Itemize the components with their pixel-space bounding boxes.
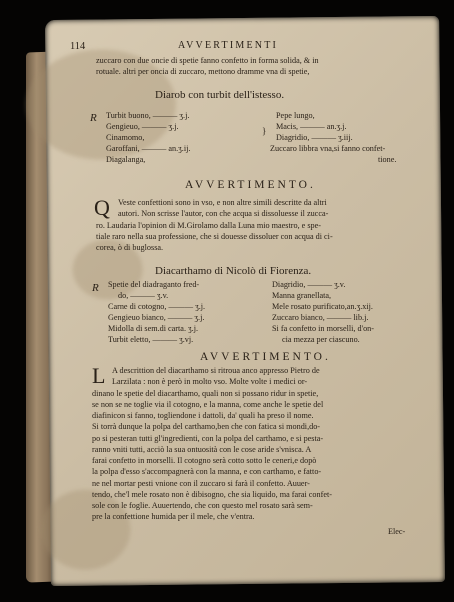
text-line: zuccaro con due oncie di spetie fanno confetto in forma solida, & in [96,56,319,65]
ingredient-line: Gengieuo, ——— ʒ.j. [106,122,179,131]
text-line: po si pesteran tutti gl'ingredienti, con la polpa del carthamo, e si pesta- [92,434,324,443]
ingredient-line: Si fa confetto in morselli, d'on- [272,324,374,333]
text-line: tendo, che'l mele rosato non è dibisogno, che sia liquido, ma farai confet- [92,490,332,499]
text-line: A descrittion del diacarthamo si ritroua anco appresso Pietro de [112,366,320,375]
ingredient-line: Mele rosato purificato,an.ʒ.xij. [272,302,373,311]
ingredient-line: Spetie del diadraganto fred- [108,280,200,289]
brace-mark: } [262,126,267,136]
section-heading: AVVERTIMENTO. [200,351,331,363]
ingredient-line: Cinamomo, [106,133,145,142]
recipe-symbol: R [90,112,97,124]
text-line: corea, ò di buglossa. [96,243,164,252]
text-line: la polpa d'esso s'accompagnerà con la manna, e con carthamo, e fatto- [92,467,322,476]
text-line: autori. Non scrisse l'autor, con che acqua si dissoluesse il zucca- [118,209,329,218]
text-line: ne nel mortar pesti vnione con il zuccaro si farà il confetto. Auuer- [92,479,310,488]
text-line: Si torrà dunque la polpa del carthamo,ben che con fatica si mondi,do- [92,422,321,431]
ingredient-line: Manna granellata, [272,291,332,300]
ingredient-line: cia mezza per ciascuno. [282,335,360,344]
ingredient-line: Carne di cotogno, ——— ʒ.j. [108,302,206,311]
page-number: 114 [70,41,86,52]
text-line: ro. Laudaria l'opinion di M.Girolamo dalla Luna mio maestro, e spe- [96,221,321,230]
recipe-symbol: R [92,282,99,294]
text-line: pre la confettione humida per il mele, che v'entra. [92,512,255,521]
ingredient-line: Macis, ——— an.ʒ.j. [276,122,347,131]
text-line: sole con le foglie. Auuertendo, che con questo mel rosato sarà sem- [92,501,313,510]
ingredient-line: Turbit eletto, ——— ʒ.vj. [108,335,194,344]
text-line: rotuale. altri per oncia di zuccaro, mettono dramme vna di spetie, [96,67,310,76]
catchword: Elec- [388,527,406,536]
ingredient-line: Zuccaro bianco, ——— lib.j. [272,313,369,322]
running-head: AVVERTIMENTI [178,40,279,51]
drop-cap: Q [94,195,110,220]
ingredient-line: tione. [378,155,397,164]
ingredient-line: Zuccaro libbra vna,si fanno confet- [270,144,386,153]
section-heading: AVVERTIMENTO. [185,179,316,191]
ingredient-line: Turbit buono, ——— ʒ.j. [106,111,190,120]
text-line: dinano le spetie del diacarthamo, quali non si possano ridur in spetie, [92,389,319,398]
ingredient-line: Midolla di sem.di carta. ʒ.j. [108,324,199,333]
ingredient-line: Diagalanga, [106,155,146,164]
recipe-title: Diarob con turbit dell'istesso. [155,89,285,101]
ingredient-line: Diagridio, ——— ʒ.iij. [276,133,353,142]
text-line: Veste confettioni sono in vso, e non altre simili descritte da altri [118,198,327,207]
ingredient-line: Garoffani, ——— an.ʒ.ij. [106,144,191,153]
text-line: se non se ne toglie via il cotogno, e la manna, come anche le spetie del [92,400,324,409]
text-line: tiale raro nella sua professione, che si douesse dissoluer con acqua di ci- [96,232,333,241]
text-line: ranno vniti tutti, acciò la sua ontuosità con le cose aride s'vnisca. A [92,445,312,454]
ingredient-line: Diagridio, ——— ʒ.v. [272,280,346,289]
ingredient-line: Pepe lungo, [276,111,315,120]
text-line: farai confetto in morselli. Il cotogno serà cotto sotto le ceneri,e dopò [92,456,317,465]
drop-cap: L [92,363,106,388]
text-line: Larzilata : non è però in molto vso. Molte volte i medici or- [112,377,308,386]
text-line: diafinicon si fanno, togliendone i dattoli, da' quali ha preso il nome. [92,411,314,420]
ingredient-line: Gengieuo bianco, ——— ʒ.j. [108,313,205,322]
ingredient-line: do, ——— ʒ.v. [118,291,169,300]
recipe-title: Diacarthamo di Nicolò di Fiorenza. [155,265,312,277]
